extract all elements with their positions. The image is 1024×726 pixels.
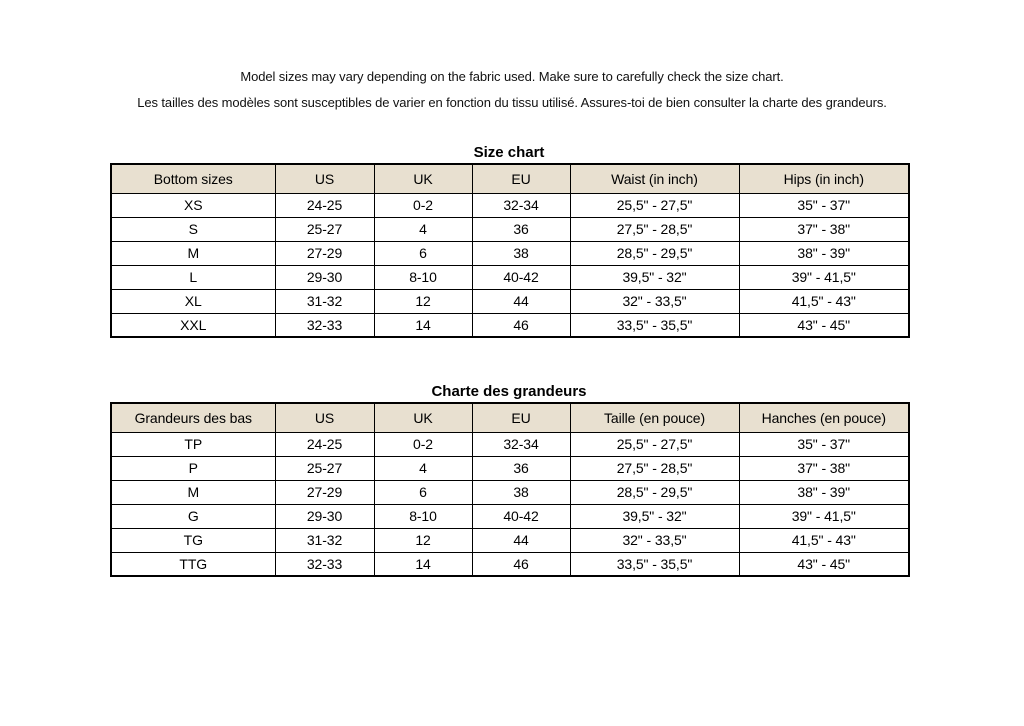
table-row — [111, 504, 909, 528]
table-cell: 38 — [472, 241, 570, 265]
column-header: EU — [472, 403, 570, 432]
table-cell: 41,5" - 43" — [739, 528, 909, 552]
table-row — [111, 432, 909, 456]
table-cell: 33,5" - 35,5" — [570, 552, 739, 576]
column-header: UK — [374, 164, 472, 193]
column-header: US — [275, 164, 374, 193]
table-row — [111, 241, 909, 265]
size-chart-section-english — [110, 143, 908, 338]
table-cell: 12 — [374, 528, 472, 552]
table-cell: 24-25 — [275, 193, 374, 217]
table-cell: 28,5" - 29,5" — [570, 241, 739, 265]
table-cell: 4 — [374, 456, 472, 480]
column-header: EU — [472, 164, 570, 193]
column-header: Hips (in inch) — [739, 164, 909, 193]
table-cell: 37" - 38" — [739, 456, 909, 480]
table-row — [111, 456, 909, 480]
table-cell: 27-29 — [275, 480, 374, 504]
table-cell: 14 — [374, 313, 472, 337]
table-cell: 32" - 33,5" — [570, 528, 739, 552]
table-cell: L — [111, 265, 275, 289]
table-cell: TG — [111, 528, 275, 552]
table-cell: 43" - 45" — [739, 552, 909, 576]
header-row — [111, 403, 909, 432]
table-cell: 12 — [374, 289, 472, 313]
table-cell: 25-27 — [275, 217, 374, 241]
table-cell: 6 — [374, 480, 472, 504]
table-cell: 36 — [472, 456, 570, 480]
column-header: Waist (in inch) — [570, 164, 739, 193]
table-cell: 24-25 — [275, 432, 374, 456]
table-cell: 31-32 — [275, 528, 374, 552]
table-cell: 37" - 38" — [739, 217, 909, 241]
table-row — [111, 193, 909, 217]
table-cell: 0-2 — [374, 432, 472, 456]
table-cell: 32" - 33,5" — [570, 289, 739, 313]
table-cell: 8-10 — [374, 265, 472, 289]
column-header: Grandeurs des bas — [111, 403, 275, 432]
table-cell: 38" - 39" — [739, 480, 909, 504]
table-cell: 39,5" - 32" — [570, 504, 739, 528]
column-header: Bottom sizes — [111, 164, 275, 193]
header-row — [111, 164, 909, 193]
size-chart-table-english — [110, 163, 910, 338]
table-cell: XL — [111, 289, 275, 313]
table-cell: XXL — [111, 313, 275, 337]
table-cell: 36 — [472, 217, 570, 241]
table-cell: 33,5" - 35,5" — [570, 313, 739, 337]
table-row — [111, 313, 909, 337]
table-cell: 44 — [472, 528, 570, 552]
table-row — [111, 552, 909, 576]
size-chart-table-french — [110, 402, 910, 577]
table-cell: 35" - 37" — [739, 193, 909, 217]
table-row — [111, 217, 909, 241]
table-cell: 44 — [472, 289, 570, 313]
table-cell: 27-29 — [275, 241, 374, 265]
table-cell: 39" - 41,5" — [739, 265, 909, 289]
table-cell: 25-27 — [275, 456, 374, 480]
table-cell: 41,5" - 43" — [739, 289, 909, 313]
table-cell: 4 — [374, 217, 472, 241]
table-cell: 35" - 37" — [739, 432, 909, 456]
table-cell: 0-2 — [374, 193, 472, 217]
table-cell: 46 — [472, 313, 570, 337]
table-cell: 39,5" - 32" — [570, 265, 739, 289]
table-cell: 6 — [374, 241, 472, 265]
table-cell: 25,5" - 27,5" — [570, 193, 739, 217]
table-cell: P — [111, 456, 275, 480]
column-header: UK — [374, 403, 472, 432]
table-cell: 39" - 41,5" — [739, 504, 909, 528]
table-cell: 27,5" - 28,5" — [570, 217, 739, 241]
table-cell: 29-30 — [275, 265, 374, 289]
table-cell: G — [111, 504, 275, 528]
table-cell: 38" - 39" — [739, 241, 909, 265]
table-cell: TP — [111, 432, 275, 456]
table-cell: 32-33 — [275, 552, 374, 576]
table-cell: 32-34 — [472, 193, 570, 217]
table-cell: 32-33 — [275, 313, 374, 337]
table-cell: 25,5" - 27,5" — [570, 432, 739, 456]
table-cell: 46 — [472, 552, 570, 576]
table-cell: M — [111, 480, 275, 504]
table-row — [111, 289, 909, 313]
table-row — [111, 528, 909, 552]
table-cell: 27,5" - 28,5" — [570, 456, 739, 480]
size-chart-title-english: Size chart — [473, 144, 545, 161]
table-cell: XS — [111, 193, 275, 217]
table-cell: 14 — [374, 552, 472, 576]
table-cell: TTG — [111, 552, 275, 576]
table-row — [111, 480, 909, 504]
table-cell: 31-32 — [275, 289, 374, 313]
table-row — [111, 265, 909, 289]
table-cell: M — [111, 241, 275, 265]
intro-text-french: Les tailles des modèles sont susceptibles de varier en fonction du tissu utilisé. Assures-toi de bien consulter la charte des grandeurs. — [137, 95, 887, 110]
column-header: Hanches (en pouce) — [739, 403, 909, 432]
table-cell: 40-42 — [472, 504, 570, 528]
table-cell: 8-10 — [374, 504, 472, 528]
table-cell: 38 — [472, 480, 570, 504]
table-cell: 40-42 — [472, 265, 570, 289]
table-cell: 28,5" - 29,5" — [570, 480, 739, 504]
table-cell: 43" - 45" — [739, 313, 909, 337]
table-cell: 32-34 — [472, 432, 570, 456]
intro-text-english: Model sizes may vary depending on the fabric used. Make sure to carefully check the size chart. — [240, 69, 784, 84]
table-cell: S — [111, 217, 275, 241]
table-cell: 29-30 — [275, 504, 374, 528]
size-chart-title-french: Charte des grandeurs — [431, 383, 587, 400]
column-header: Taille (en pouce) — [570, 403, 739, 432]
size-chart-section-french — [110, 382, 908, 577]
column-header: US — [275, 403, 374, 432]
